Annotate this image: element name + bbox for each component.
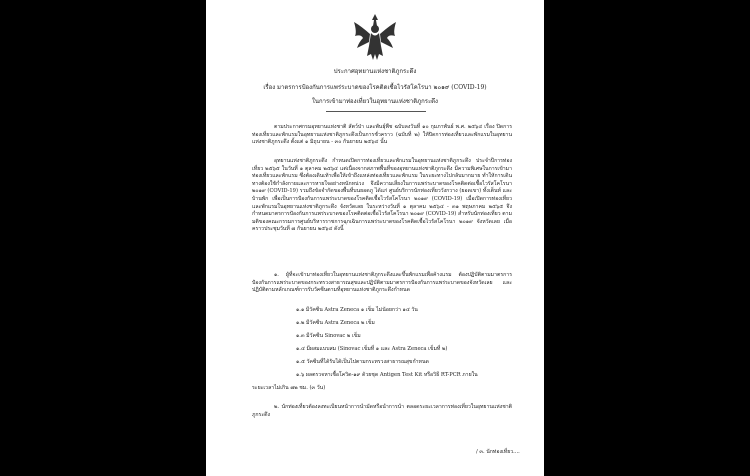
garuda-emblem-icon: [351, 12, 399, 62]
list-item: ๑.๑ มีวัคซีน Astra Zeneca ๑ เข็ม ไม่น้อยกว่า ๑๔ วัน: [296, 307, 418, 313]
list-item: ๑.๕ วัคซีนที่ได้รับได้เป็นไปตามกระทรวงสาธารณสุขกำหนด: [296, 359, 429, 365]
paragraph-1: ตามประกาศกรมอุทยานแห่งชาติ สัตว์ป่า และพันธุ์พืช ฉบับลงวันที่ ๑๐ กุมภาพันธ์ พ.ศ. ๒๕๖๔ เรื่อง ปิดการท่องเที่ยวและพักแรมในอุทยานแห่งชาติภูกระดึงเป็นการชั่วคราว (ฉบับที่ ๒) ให้ปิดการท่องเที่ยวและพักแรมในอุทยานแห่งชาติภูกระดึง ตั้งแต่ ๑ มิถุนายน - ๓๐ กันยายน ๒๕๖๔ นั้น: [252, 124, 512, 146]
subject-line-1: เรื่อง มาตรการป้องกันการแพร่ระบาดของโรคติดเชื้อไวรัสโคโรนา ๒๐๑๙ (COVID-19): [263, 84, 487, 91]
list-item: ๑.๖ ผลตรวจหาเชื้อโควิด-๑๙ ด้วยชุด Antigen Test Kit หรือวิธี RT-PCR ภายใน: [296, 372, 478, 378]
continued-marker: / ๓. นักท่องเที่ยว....: [476, 449, 520, 455]
divider: [326, 111, 426, 112]
paragraph-4: ๒. นักท่องเที่ยวต้องลงทะเบียนหน้าการนำมัดหรือนำการนำ ตลอดระยะเวลาการท่องเที่ยวในอุทยานแห่งชาติภูกระดึง: [252, 404, 512, 418]
subject-line-2: ในการเข้ามาท่องเที่ยวในอุทยานแห่งชาติภูกระดึง: [311, 98, 438, 105]
list-item: ๑.๒ มีวัคซีน Astra Zeneca ๒ เข็ม: [296, 320, 375, 326]
list-item: ๑.๓ มีวัคซีน Sinovac ๒ เข็ม: [296, 333, 361, 339]
document-page: [206, 0, 544, 476]
paragraph-3: ๑. ผู้ที่จะเข้ามาท่องเที่ยวในอุทยานแห่งชาติภูกระดึงและขึ้นพักแรมเพื่อค้างแรม ต้องปฏิบัติตามมาตรการป้องกันการแพร่ระบาดของกระทรวงสาธารณสุขและปฏิบัติตามมาตรการป้องกันการแพร่ระบาดของจังหวัดเลย และปฏิบัติตามหลักเกณฑ์การรับวัคซีนตามที่อุทยานแห่งชาติภูกระดึงกำหนด: [252, 272, 512, 294]
list-item: ๑.๔ มีผสมแบบสม (Sinovac เข็มที่ ๑ และ Astra Zeneca เข็มที่ ๒): [296, 346, 448, 352]
paragraph-2: อุทยานแห่งชาติภูกระดึง กำหนดเปิดการท่องเที่ยวและพักแรมในอุทยานแห่งชาติภูกระดึง ประจำปีการท่องเที่ยว ๒๕๖๕ ในวันที่ ๑ ตุลาคม ๒๕๖๔ แต่เนื่องจากสภาพพื้นที่ของอุทยานแห่งชาติภูกระดึง มีความพิเศษในการเข้ามาท่องเที่ยวและพักแรม ซึ่งต้องเดินเท้าเพื่อให้เข้าถึงแหล่งท่องเที่ยวและพักแรม ในระยะทางไปกลับมากมาย ทำให้การเดินทางต้องใช้กำลังกายและการหายใจอย่างหนักหน่วง จึงมีความเสี่ยงในการแพร่ระบาดของโรคติดต่อเชื้อไวรัสโคโรนา ๒๐๑๙ (COVID-19) รวมถึงข้อจำกัดของพื้นที่บนยอดภู ได้แก่ ศูนย์บริการนักท่องเที่ยววังกวาง (ยอดเขา) ทั้งเต็นท์ และบ้านพัก เพื่อเป็นการป้องกันการแพร่ระบาดของโรคติดเชื้อไวรัสโคโรนา ๒๐๑๙ (COVID-19) เมื่อเปิดการท่องเที่ยวและพักแรมในอุทยานแห่งชาติภูกระดึง จังหวัดเลย ในระหว่างวันที่ ๑ ตุลาคม ๒๕๖๔ - ๓๑ พฤษภาคม ๒๕๖๕ จึงกำหนดมาตรการป้องกันการแพร่ระบาดของโรคติดต่อเชื้อไวรัสโคโรนา ๒๐๑๙ (COVID-19) สำหรับนักท่องเที่ยว ตามมติของคณะกรรมการศูนย์บริหารราชการฉุกเฉินการแพร่ระบาดของโรคติดเชื้อไวรัสโคโรนา ๒๐๑๙ จังหวัดเลย เมื่อคราวประชุมวันที่ ๗ กันยายน ๒๕๖๔ ดังนี้: [252, 158, 512, 233]
list-item-continuation: ระยะเวลาไม่เกิน ๗๒ ชม. (๓ วัน): [252, 385, 326, 391]
announcement-title: ประกาศอุทยานแห่งชาติภูกระดึง: [333, 68, 417, 75]
